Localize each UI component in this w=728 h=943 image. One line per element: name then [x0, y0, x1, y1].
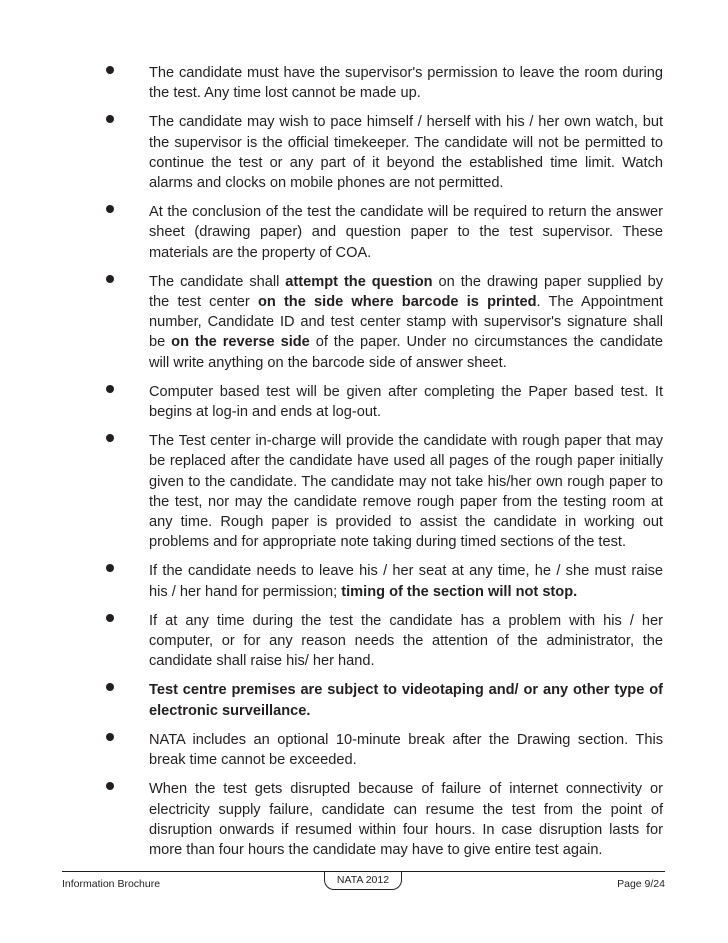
- bullet-icon: [106, 564, 114, 572]
- list-item: [0, 431, 728, 552]
- text-segment: If the candidate needs to leave his / her seat at any time, he / she must raise his / her hand for permission;: [149, 563, 663, 600]
- bold-text: timing of the section will not stop.: [341, 583, 578, 600]
- bullet-icon: [106, 275, 114, 283]
- bullet-icon: [106, 115, 114, 123]
- list-item: [0, 779, 728, 860]
- bullet-icon: [106, 205, 114, 213]
- text-segment: of the paper. Under no circumstances the candidate will write anything on the barcode side of answer sheet.: [149, 334, 663, 371]
- instruction-list: [0, 63, 728, 869]
- text-segment: on the drawing paper supplied by the test center: [149, 273, 663, 311]
- text-segment: At the conclusion of the test the candidate will be required to return the answer sheet (drawing paper) and question paper to the test supervisor. These materials are the property of COA.: [149, 204, 663, 261]
- list-item: [0, 63, 728, 103]
- bold-text: on the side where barcode is printed: [257, 294, 537, 311]
- list-item-text: [149, 431, 663, 552]
- bullet-icon: [106, 614, 114, 622]
- list-item-text: [149, 680, 663, 720]
- list-item: [0, 611, 728, 672]
- footer-left-text: Information Brochure: [62, 878, 161, 890]
- bullet-icon: [106, 733, 114, 741]
- list-item-text: [149, 779, 663, 860]
- list-item-text: [149, 202, 663, 263]
- text-segment: Computer based test will be given after completing the Paper based test. It begins at log-in and ends at log-out.: [149, 383, 663, 421]
- text-segment: The Test center in-charge will provide the candidate with rough paper that may be replaced after the candidate have used all pages of the rough paper initially given to the candidate. The candidate may not take his/her own rough paper to the test, nor may the candidate remove rough paper from the testing room at any time. Rough paper is provided to assist the candidate in working out problems and for appropriate note taking during timed sections of the test.: [149, 433, 663, 551]
- text-segment: If at any time during the test the candidate has a problem with his / her computer, or for any reason needs the attention of the administrator, the candidate shall raise his/ her hand.: [149, 612, 663, 670]
- list-item: [0, 112, 728, 193]
- footer-page-number: Page 9/24: [617, 878, 665, 890]
- text-segment: The candidate shall: [149, 273, 286, 290]
- list-item: [0, 730, 728, 770]
- footer-center-tab: NATA 2012: [324, 871, 402, 890]
- bullet-icon: [106, 434, 114, 442]
- text-segment: The candidate must have the supervisor's permission to leave the room during the test. Any time lost cannot be made up.: [149, 65, 663, 102]
- list-item-text: [149, 272, 663, 373]
- text-segment: . The Appointment number, Candidate ID and test center stamp with supervisor's signature shall be: [149, 294, 663, 351]
- list-item-text: [149, 382, 663, 422]
- list-item-text: [149, 63, 663, 103]
- text-segment: The candidate may wish to pace himself / herself with his / her own watch, but the supervisor is the official timekeeper. The candidate will not be permitted to continue the test or any part of it beyond the established time limit. Watch alarms and clocks on mobile phones are not permitted.: [149, 114, 663, 192]
- bullet-icon: [106, 66, 114, 74]
- text-segment: When the test gets disrupted because of failure of internet connectivity or electricity supply failure, candidate can resume the test from the point of disruption onwards if resumed within four hours. In case disruption lasts for more than four hours the candidate may have to give entire test again.: [149, 781, 663, 858]
- list-item-text: [149, 730, 663, 770]
- list-item-text: [149, 611, 663, 672]
- list-item-text: [149, 112, 663, 193]
- text-segment: NATA includes an optional 10-minute break after the Drawing section. This break time cannot be exceeded.: [149, 731, 663, 769]
- list-item: [0, 561, 728, 601]
- list-item: [0, 680, 728, 720]
- bullet-icon: [106, 683, 114, 691]
- list-item-text: [149, 561, 663, 601]
- list-item: [0, 202, 728, 263]
- page-footer: [62, 871, 665, 895]
- list-item: [0, 382, 728, 422]
- bold-text: Test centre premises are subject to videotaping and/ or any other type of electronic surveillance.: [149, 682, 663, 719]
- bold-text: attempt the question: [285, 273, 433, 290]
- bold-text: on the reverse side: [171, 334, 310, 351]
- bullet-icon: [106, 782, 114, 790]
- bullet-icon: [106, 385, 114, 393]
- list-item: [0, 272, 728, 373]
